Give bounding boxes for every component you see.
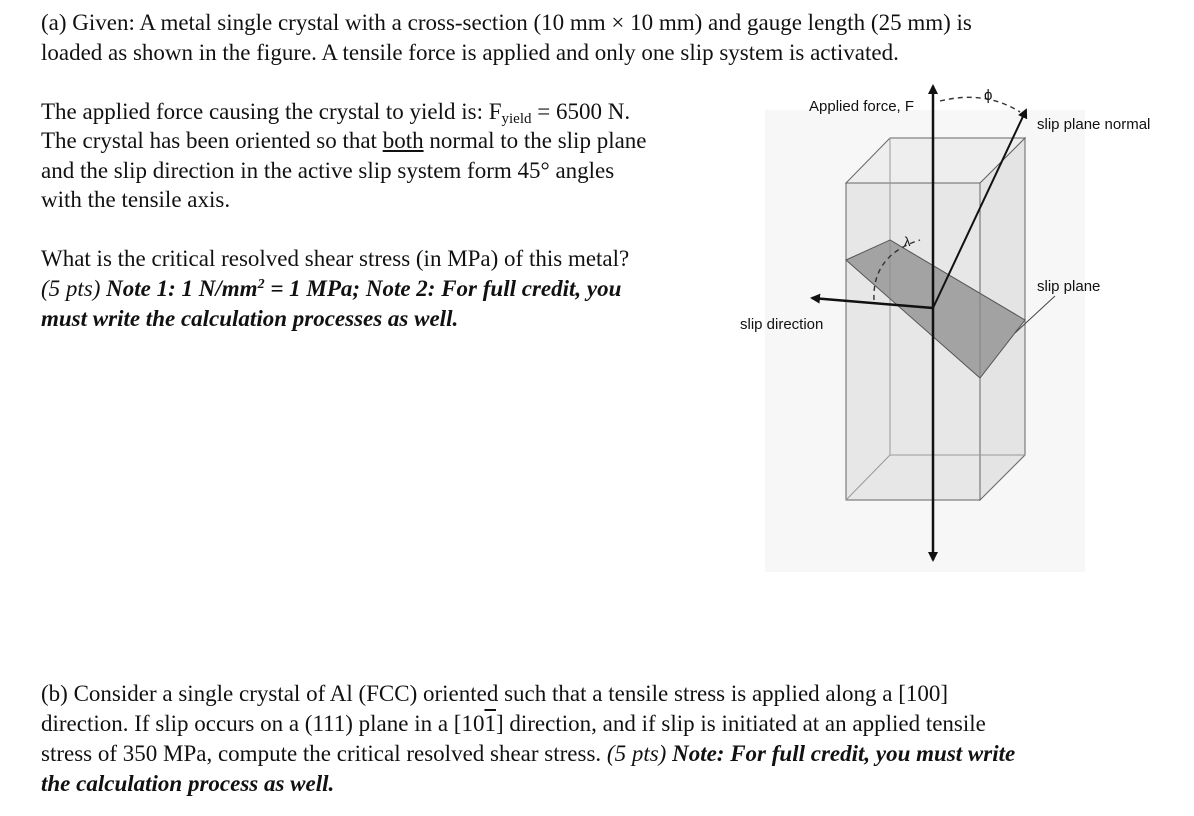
part-b-line1: (b) Consider a single crystal of Al (FCC) oriented such that a tensile stress is applied along a [100] xyxy=(41,681,949,706)
part-b-line3: stress of 350 MPa, compute the critical resolved shear stress. (5 pts) Note: For full credit, you must write xyxy=(41,741,1016,766)
label-slip-direction: slip direction xyxy=(740,316,824,333)
lambda-symbol: λ xyxy=(904,234,911,249)
label-slip-plane-normal: slip plane normal xyxy=(1037,116,1151,133)
phi-arc xyxy=(940,97,1020,112)
question-line1: What is the critical resolved shear stress (in MPa) of this metal? xyxy=(41,246,630,271)
label-applied-force: Applied force, F xyxy=(809,98,915,115)
part-b-line4: the calculation process as well. xyxy=(41,771,335,796)
part-a-intro-line1: (a) Given: A metal single crystal with a cross-section (10 mm × 10 mm) and gauge length (25 mm) is xyxy=(41,10,972,35)
orientation-line2: and the slip direction in the active slip system form 45° angles xyxy=(41,158,615,183)
orientation-line3: with the tensile axis. xyxy=(41,187,231,212)
label-slip-plane: slip plane xyxy=(1037,278,1101,295)
question-line3: must write the calculation processes as well. xyxy=(41,306,459,331)
orientation-line1: The crystal has been oriented so that both normal to the slip plane xyxy=(41,128,647,153)
phi-symbol: ϕ xyxy=(984,87,993,104)
underlined-both: both xyxy=(382,128,424,153)
yield-force-statement: The applied force causing the crystal to yield is: $F_{yield} = 6500$ N. xyxy=(41,99,631,127)
part-b-line2: direction. If slip occurs on a (111) plane in a [101] direction, and if slip is initiated at an applied tensile xyxy=(41,711,986,736)
part-a-intro-line2: loaded as shown in the figure. A tensile force is applied and only one slip system is activated. xyxy=(41,40,899,65)
question-line2: (5 pts) Note 1: 1 $N/mm^2 = 1$ MPa; Note 2: For full credit, you xyxy=(41,276,622,301)
